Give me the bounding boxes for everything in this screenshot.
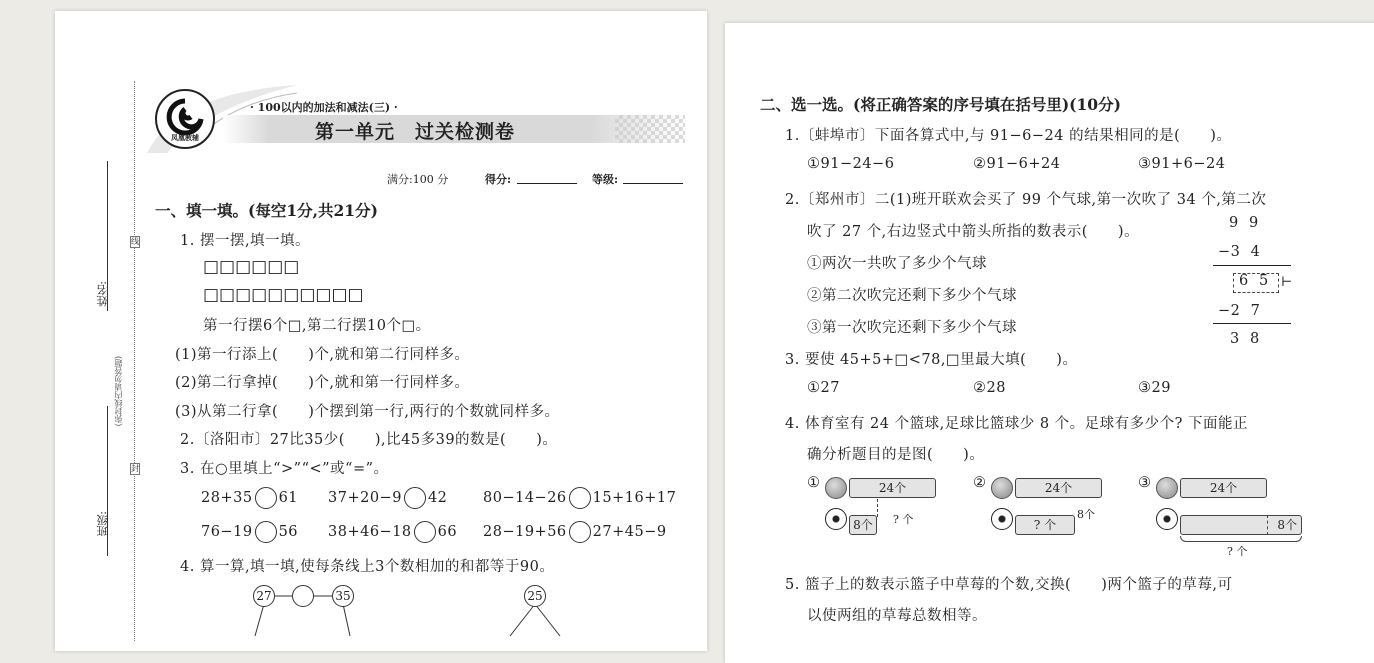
diagram-circle-27: 27 bbox=[253, 585, 275, 607]
compare-circle[interactable] bbox=[569, 521, 591, 543]
right-page bbox=[725, 23, 1374, 663]
score-label: 得分: bbox=[485, 173, 512, 186]
choice-question-5-line-1: 5. 篮子上的数表示篮子中草莓的个数,交换( )两个篮子的草莓,可 bbox=[785, 577, 1233, 593]
q1-option-1: ①91−24−6 bbox=[807, 156, 895, 172]
compare-circle[interactable] bbox=[569, 487, 591, 509]
figure-3-brace bbox=[1180, 536, 1302, 542]
figure-3-label: ③ bbox=[1138, 475, 1152, 491]
compare-circle[interactable] bbox=[414, 521, 436, 543]
boxes-row-1: □□□□□□ bbox=[203, 257, 300, 277]
q3-option-1: ①27 bbox=[807, 380, 840, 396]
soccer-ball-icon bbox=[825, 508, 847, 530]
q2-option-1: ①两次一共吹了多少个气球 bbox=[807, 256, 987, 272]
basketball-icon bbox=[825, 477, 847, 499]
question-1-part-2: (2)第二行拿掉( )个,就和第一行同样多。 bbox=[175, 375, 470, 391]
basketball-icon bbox=[991, 477, 1013, 499]
compare-5: 38+46−18 66 bbox=[328, 521, 457, 543]
compare-circle[interactable] bbox=[255, 487, 277, 509]
q3-option-2: ②28 bbox=[973, 380, 1006, 396]
grade-label: 等级: bbox=[592, 173, 619, 186]
compare-1: 28+35 61 bbox=[201, 487, 298, 509]
compare-4: 76−19 56 bbox=[201, 521, 298, 543]
subtitle: · 100以内的加法和减法(三) · bbox=[250, 101, 398, 114]
figure-2-bar-24: 24个 bbox=[1015, 478, 1102, 498]
binding-dotted-line bbox=[134, 81, 135, 641]
figure-2-bar-q: ? 个 bbox=[1015, 515, 1075, 535]
vertical-calc-row-1: 9 9 bbox=[1229, 215, 1259, 231]
diagram-circle-empty[interactable] bbox=[292, 585, 314, 607]
figure-2-8-label: 8个 bbox=[1077, 508, 1095, 521]
question-4: 4. 算一算,填一填,使每条线上3个数相加的和都等于90。 bbox=[180, 559, 555, 575]
page-title: 第一单元 过关检测卷 bbox=[315, 121, 516, 143]
side-name-label: 姓名: bbox=[96, 281, 109, 307]
question-1-desc: 第一行摆6个□,第二行摆10个□。 bbox=[203, 318, 431, 334]
score-full: 满分:100 分 bbox=[387, 173, 449, 186]
q3-option-3: ③29 bbox=[1138, 380, 1171, 396]
question-2: 2.〔洛阳市〕27比35少( ),比45多39的数是( )。 bbox=[180, 432, 558, 448]
figure-1-bar-24: 24个 bbox=[849, 478, 936, 498]
figure-3-divider bbox=[1267, 515, 1268, 535]
choice-question-3: 3. 要使 45+5+□<78,□里最大填( )。 bbox=[785, 352, 1078, 368]
left-page bbox=[55, 11, 707, 651]
figure-1-bar-8: 8个 bbox=[849, 515, 877, 535]
question-1-part-3: (3)从第二行拿( )个摆到第一行,两行的个数就同样多。 bbox=[175, 404, 560, 420]
choice-question-4-line-1: 4. 体育室有 24 个篮球,足球比篮球少 8 个。足球有多少个? 下面能正 bbox=[785, 416, 1249, 432]
choice-question-2-line-1: 2.〔郑州市〕二(1)班开联欢会买了 99 个气球,第一次吹了 34 个,第二次 bbox=[785, 192, 1267, 208]
choice-question-5-line-2: 以使两组的草莓总数相等。 bbox=[807, 608, 987, 624]
section-1-heading: 一、填一填。(每空1分,共21分) bbox=[155, 201, 378, 220]
q2-option-3: ③第一次吹完还剩下多少个气球 bbox=[807, 320, 1017, 336]
soccer-ball-icon bbox=[1156, 508, 1178, 530]
vertical-calc-row-5: 3 8 bbox=[1230, 331, 1260, 347]
figure-3-question-label: ? 个 bbox=[1227, 545, 1248, 558]
figure-2-label: ② bbox=[973, 475, 987, 491]
figure-1-label: ① bbox=[807, 475, 821, 491]
section-2-heading: 二、选一选。(将正确答案的序号填在括号里)(10分) bbox=[760, 95, 1121, 114]
diagram-circle-25: 25 bbox=[524, 585, 546, 607]
choice-question-1: 1.〔蚌埠市〕下面各算式中,与 91−6−24 的结果相同的是( )。 bbox=[785, 128, 1232, 144]
score-blank bbox=[517, 183, 577, 184]
q2-option-2: ②第二次吹完还剩下多少个气球 bbox=[807, 288, 1017, 304]
compare-2: 37+20−9 42 bbox=[328, 487, 447, 509]
compare-circle[interactable] bbox=[404, 487, 426, 509]
soccer-ball-icon bbox=[991, 508, 1013, 530]
diagram-circle-35: 35 bbox=[332, 585, 354, 607]
question-1-part-1: (1)第一行添上( )个,就和第二行同样多。 bbox=[175, 347, 470, 363]
compare-3: 80−14−26 15+16+17 bbox=[483, 487, 676, 509]
compare-circle[interactable] bbox=[255, 521, 277, 543]
arrow-icon: ⊢ bbox=[1281, 275, 1293, 290]
side-class-label: 班级: bbox=[96, 511, 109, 537]
figure-3-bar-long: 8个 bbox=[1180, 515, 1302, 535]
vertical-calc-row-3: 6 5 bbox=[1239, 273, 1269, 289]
q1-option-3: ③91+6−24 bbox=[1138, 156, 1226, 172]
side-note: (弥封线内请勿答题) bbox=[114, 356, 123, 427]
question-3: 3. 在○里填上“>”“<”或“=”。 bbox=[180, 461, 389, 477]
basketball-icon bbox=[1156, 477, 1178, 499]
seal-mark-2: 封 bbox=[131, 464, 139, 473]
q1-option-2: ②91−6+24 bbox=[973, 156, 1061, 172]
title-checker bbox=[615, 115, 685, 143]
choice-question-4-line-2: 确分析题目的是图( )。 bbox=[807, 447, 985, 463]
figure-1-question-label: ? 个 bbox=[893, 513, 914, 526]
choice-question-2-line-2: 吹了 27 个,右边竖式中箭头所指的数表示( )。 bbox=[807, 224, 1140, 240]
compare-6: 28−19+56 27+45−9 bbox=[483, 521, 667, 543]
vertical-calc-row-2: −3 4 bbox=[1218, 244, 1261, 260]
boxes-row-2: □□□□□□□□□□ bbox=[203, 285, 364, 305]
logo bbox=[155, 89, 215, 149]
vertical-calc-line-1 bbox=[1213, 265, 1291, 266]
grade-blank bbox=[623, 183, 683, 184]
logo-text: 凤凰教辅 bbox=[171, 133, 199, 142]
vertical-calc-line-2 bbox=[1213, 323, 1291, 324]
figure-1-divider bbox=[877, 499, 878, 517]
seal-mark-1: 线 bbox=[131, 237, 139, 246]
figure-3-bar-24: 24个 bbox=[1180, 478, 1267, 498]
question-1: 1. 摆一摆,填一填。 bbox=[180, 233, 311, 249]
vertical-calc-row-4: −2 7 bbox=[1218, 303, 1261, 319]
